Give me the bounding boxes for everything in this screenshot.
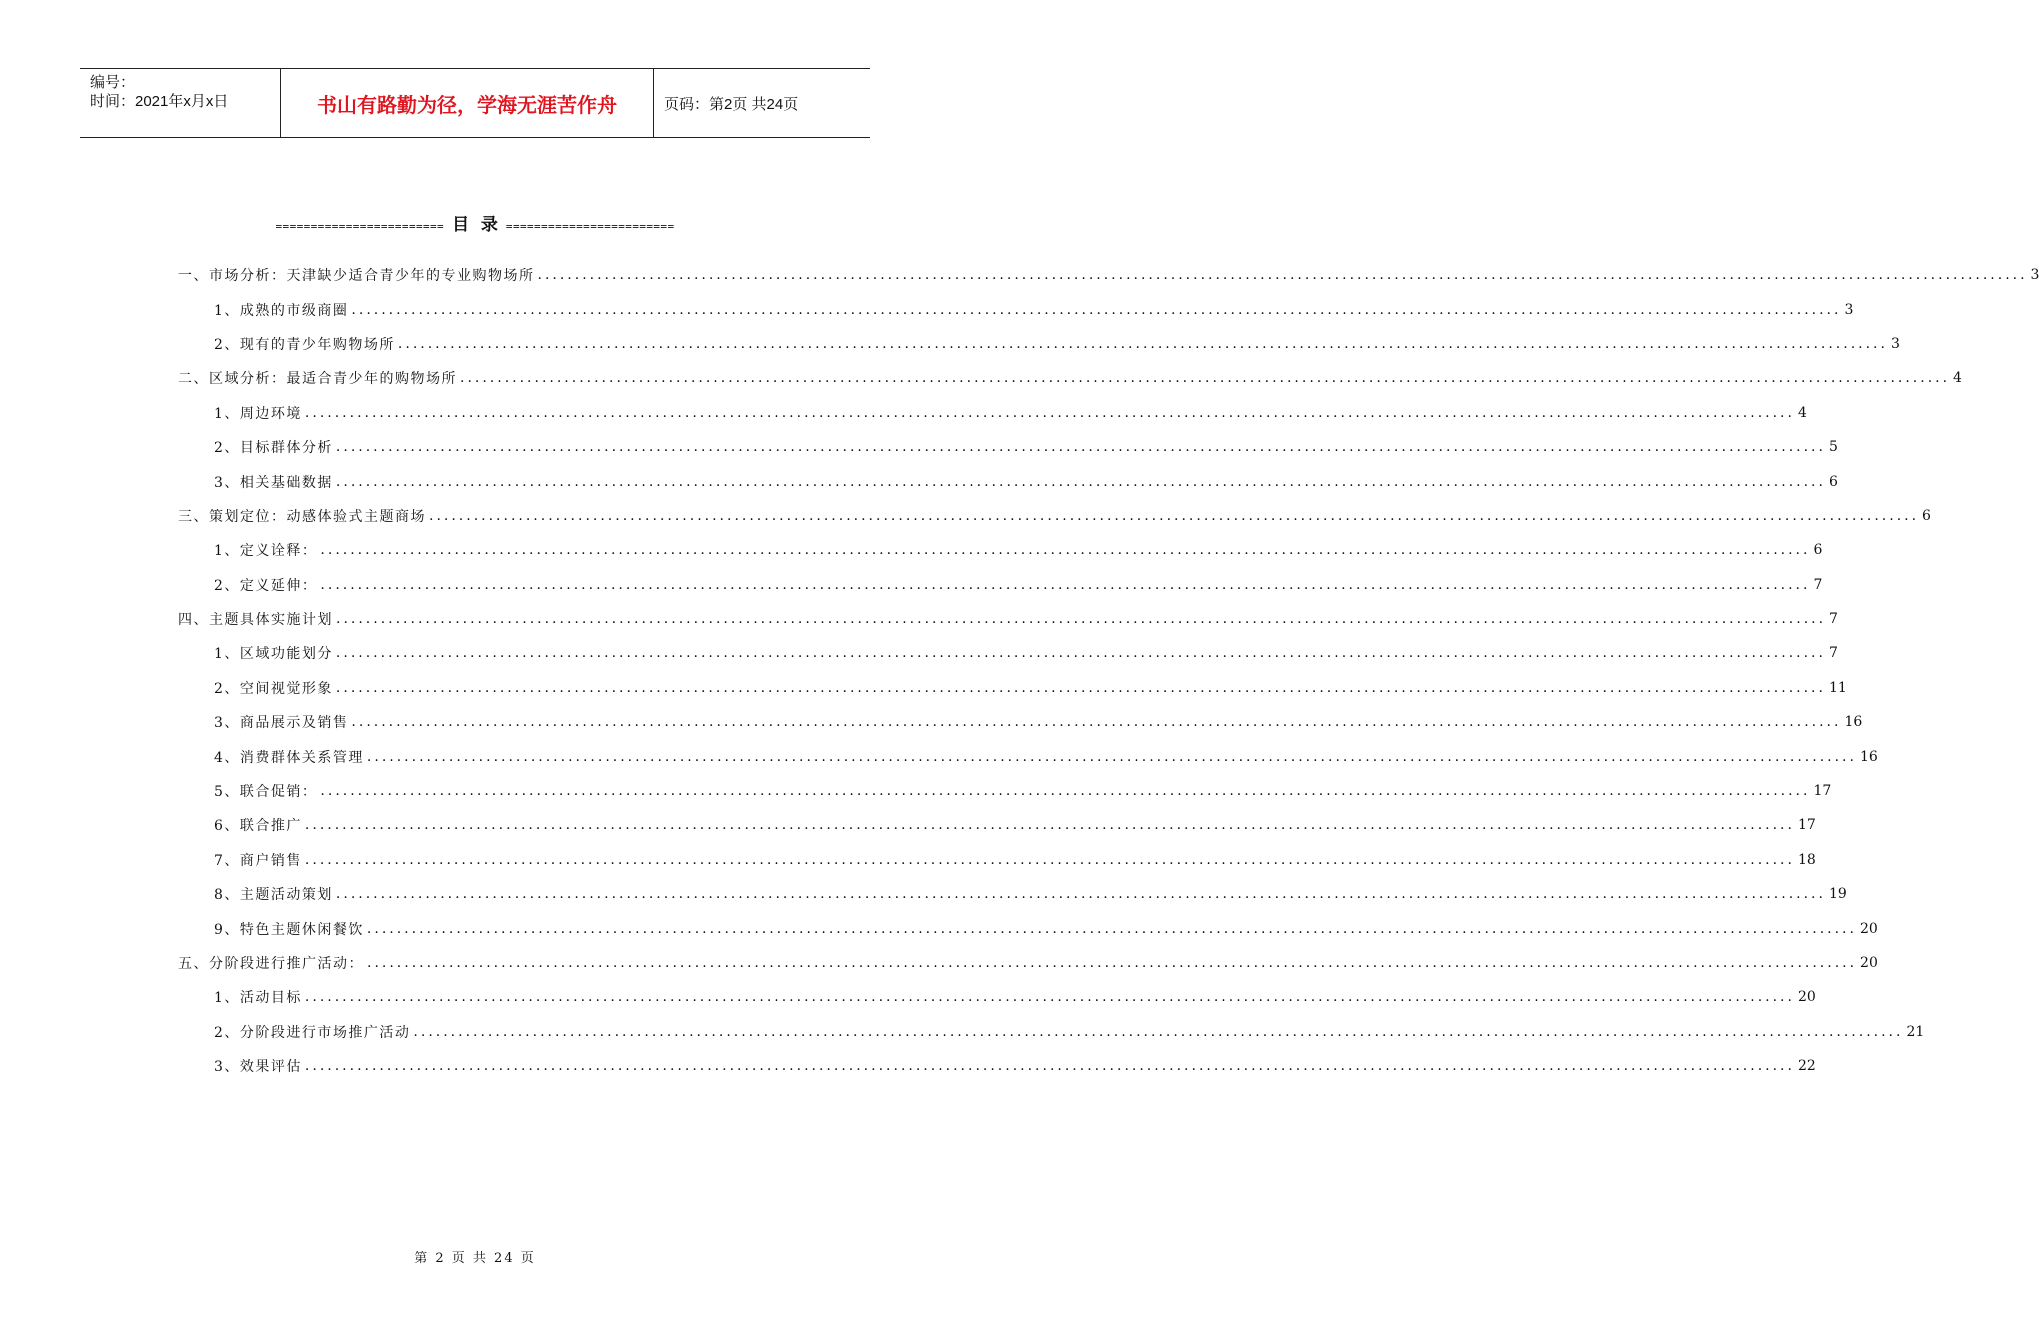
toc-entry[interactable]: [178, 808, 1816, 842]
toc-entry-text: 2、目标群体分析: [214, 440, 333, 457]
toc-leader-dots: ........................................................................................................................................................................................................: [335, 439, 1826, 456]
toc-entry[interactable]: [178, 464, 1838, 498]
toc-entry-page: 17: [1797, 817, 1816, 834]
toc-rule-right: ========================: [505, 220, 675, 233]
toc-entry[interactable]: [178, 911, 1878, 945]
toc-entry-text: 3、商品展示及销售: [214, 715, 349, 732]
toc-leader-dots: ........................................................................................................................................................................................................: [397, 335, 1888, 352]
toc-entry-text: 一、市场分析：天津缺少适合青少年的专业购物场所: [178, 268, 535, 285]
toc-entry[interactable]: [178, 1015, 1925, 1049]
number-label: 编号：: [90, 74, 136, 91]
toc-entry-page: 17: [1813, 783, 1832, 800]
header-page-info: 页码：第2页 共24页: [664, 95, 799, 113]
toc-leader-dots: ........................................................................................................................................................................................................: [304, 404, 1795, 421]
toc-entry[interactable]: [178, 980, 1816, 1014]
toc-entry[interactable]: [178, 533, 1823, 567]
toc-leader-dots: ........................................................................................................................................................................................................: [537, 267, 2028, 284]
toc-entry-page: 3: [1890, 335, 1900, 352]
toc-entry-text: 2、空间视觉形象: [214, 680, 333, 697]
toc-entry[interactable]: [178, 499, 1931, 533]
toc-leader-dots: ........................................................................................................................................................................................................: [460, 370, 1951, 387]
toc-leader-dots: ........................................................................................................................................................................................................: [351, 714, 1842, 731]
toc-entry-text: 3、相关基础数据: [214, 474, 333, 491]
page-header: [80, 68, 870, 138]
toc-leader-dots: ........................................................................................................................................................................................................: [366, 920, 1857, 937]
toc-entry-text: 7、商户销售: [214, 852, 302, 869]
toc-title: 目 录: [452, 215, 498, 235]
toc-entry[interactable]: [178, 430, 1838, 464]
toc-entry[interactable]: [178, 258, 2039, 292]
toc-entry-page: 21: [1906, 1023, 1925, 1040]
toc-entry-text: 1、活动目标: [214, 990, 302, 1007]
toc-entry-text: 1、周边环境: [214, 405, 302, 422]
toc-entry[interactable]: [178, 327, 1900, 361]
toc-entry-text: 1、区域功能划分: [214, 646, 333, 663]
toc-entry-text: 二、区域分析：最适合青少年的购物场所: [178, 371, 457, 388]
toc-entry-text: 8、主题活动策划: [214, 887, 333, 904]
toc-entry-page: 7: [1813, 576, 1823, 593]
toc-entry[interactable]: [178, 396, 1807, 430]
toc-entry-text: 三、策划定位：动感体验式主题商场: [178, 508, 426, 525]
toc-entry[interactable]: [178, 946, 1878, 980]
toc-entry-text: 2、定义延伸：: [214, 577, 318, 594]
toc-entry[interactable]: [178, 843, 1816, 877]
toc-entry[interactable]: [178, 774, 1832, 808]
time-label: 时间：2021年x月x日: [90, 93, 229, 110]
toc-entry-page: 20: [1859, 920, 1878, 937]
toc-leader-dots: ........................................................................................................................................................................................................: [335, 473, 1826, 490]
toc-leader-dots: ........................................................................................................................................................................................................: [335, 645, 1826, 662]
toc-entry-text: 5、联合促销：: [214, 784, 318, 801]
toc-entry-page: 7: [1829, 611, 1838, 628]
toc-entry-text: 3、效果评估: [214, 1059, 302, 1076]
header-motto: 书山有路勤为径，学海无涯苦作舟: [281, 69, 654, 137]
toc-entry-page: 4: [1953, 370, 1962, 387]
toc-entry-page: 18: [1797, 851, 1816, 868]
toc-entry[interactable]: [178, 636, 1838, 670]
toc-entry-page: 3: [1844, 301, 1854, 318]
header-meta: [80, 69, 281, 137]
toc-entry-page: 4: [1797, 404, 1807, 421]
toc-entry-page: 16: [1844, 714, 1863, 731]
toc-entry[interactable]: [178, 568, 1823, 602]
toc-entry-page: 22: [1797, 1058, 1816, 1075]
toc-entry-text: 6、联合推广: [214, 818, 302, 835]
toc-entry-text: 2、分阶段进行市场推广活动: [214, 1024, 411, 1041]
toc-entry-page: 11: [1828, 679, 1847, 696]
toc-leader-dots: ........................................................................................................................................................................................................: [304, 851, 1795, 868]
toc-entry[interactable]: [178, 602, 1838, 636]
toc-entry[interactable]: [178, 1049, 1816, 1083]
toc-leader-dots: ........................................................................................................................................................................................................: [367, 955, 1858, 971]
toc-entry-page: 6: [1828, 473, 1838, 490]
toc-leader-dots: ........................................................................................................................................................................................................: [336, 611, 1827, 628]
toc-leader-dots: ........................................................................................................................................................................................................: [366, 748, 1857, 765]
toc-entry[interactable]: [178, 877, 1847, 911]
toc-leader-dots: ........................................................................................................................................................................................................: [320, 783, 1811, 800]
toc-leader-dots: ........................................................................................................................................................................................................: [304, 817, 1795, 834]
toc-entry-page: 7: [1828, 645, 1838, 662]
toc-entry-page: 3: [2030, 267, 2039, 284]
toc-entry-text: 1、成熟的市级商圈: [214, 302, 349, 319]
toc-leader-dots: ........................................................................................................................................................................................................: [304, 989, 1795, 1006]
toc-leader-dots: ........................................................................................................................................................................................................: [335, 886, 1826, 903]
toc-entry-text: 五、分阶段进行推广活动：: [178, 956, 364, 972]
toc-entry-page: 16: [1859, 748, 1878, 765]
toc-leader-dots: ........................................................................................................................................................................................................: [320, 542, 1811, 559]
toc-heading: [0, 210, 950, 235]
toc-entry-page: 6: [1813, 542, 1823, 559]
toc-entry-text: 1、定义诠释：: [214, 543, 318, 560]
toc-entry-text: 四、主题具体实施计划: [178, 612, 333, 629]
toc-leader-dots: ........................................................................................................................................................................................................: [413, 1023, 1904, 1040]
toc-entry[interactable]: [178, 705, 1863, 739]
table-of-contents: [178, 258, 2039, 1083]
toc-leader-dots: ........................................................................................................................................................................................................: [304, 1058, 1795, 1075]
toc-entry[interactable]: [178, 739, 1878, 773]
toc-entry-text: 9、特色主题休闲餐饮: [214, 921, 364, 938]
toc-leader-dots: ........................................................................................................................................................................................................: [351, 301, 1842, 318]
toc-entry-text: 2、现有的青少年购物场所: [214, 336, 395, 353]
toc-entry-page: 6: [1922, 507, 1931, 524]
toc-entry-page: 20: [1797, 989, 1816, 1006]
toc-entry[interactable]: [178, 292, 1854, 326]
page-footer: 第 2 页 共 24 页: [414, 1251, 536, 1266]
toc-entry[interactable]: [178, 361, 1962, 395]
toc-entry[interactable]: [178, 671, 1847, 705]
toc-entry-page: 5: [1828, 439, 1838, 456]
toc-entry-page: 19: [1828, 886, 1847, 903]
toc-leader-dots: ........................................................................................................................................................................................................: [429, 507, 1920, 524]
toc-leader-dots: ........................................................................................................................................................................................................: [320, 576, 1811, 593]
toc-leader-dots: ........................................................................................................................................................................................................: [335, 679, 1826, 696]
toc-entry-text: 4、消费群体关系管理: [214, 749, 364, 766]
toc-entry-page: 20: [1860, 955, 1878, 971]
toc-rule-left: ========================: [275, 220, 445, 233]
